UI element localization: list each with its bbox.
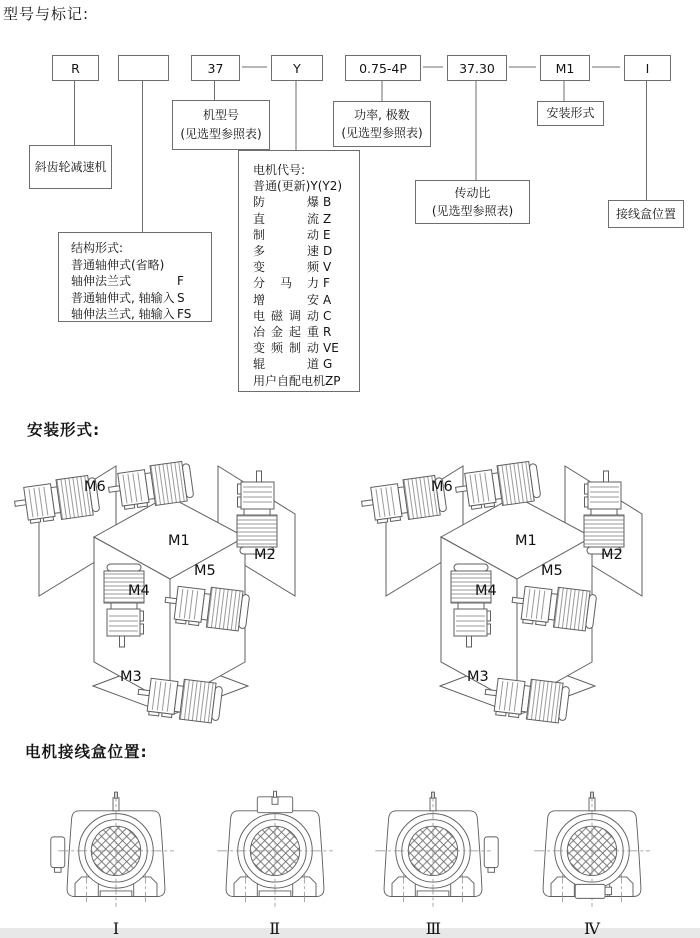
motor-code-row	[253, 243, 353, 259]
structure-row	[71, 257, 201, 274]
structure-row-label: 普通轴伸式, 轴输入	[71, 290, 175, 305]
ratio-line1: 传动比	[454, 186, 491, 200]
motor-code-code: V	[323, 260, 332, 275]
mount-label-m6: M6	[431, 479, 453, 495]
motor-code-row	[253, 194, 353, 210]
structure-row-label: 轴伸法兰式, 轴输入	[71, 307, 175, 321]
structure-row-code	[177, 257, 201, 274]
motor-code-label: 用户自配电机	[253, 373, 326, 388]
roman-numeral-label: Ⅲ	[425, 919, 442, 938]
frame-size-line2: (见选型参照表)	[180, 127, 262, 141]
mount-label-m5: M5	[541, 563, 563, 579]
motor-code-label: 电磁调动	[253, 308, 319, 323]
mount-label-m1: M1	[168, 533, 190, 549]
terminal-box-heading: 电机接线盒位置:	[25, 743, 148, 761]
mount-label-m5: M5	[194, 563, 216, 579]
code-box-power-poles: 0.75-4P	[345, 55, 421, 81]
motor-code-row	[253, 275, 353, 291]
mounting-diagram-art	[355, 449, 695, 741]
terminal-box-variant-4	[524, 786, 660, 938]
code-box-mounting: M1	[540, 55, 590, 81]
motor-code-code: R	[323, 325, 332, 340]
structure-row-label: 轴伸法兰式	[71, 274, 132, 288]
ratio-line2: (见选型参照表)	[431, 204, 514, 218]
terminal-box-variant-2	[207, 786, 343, 938]
code-box-motor-type: Y	[271, 55, 323, 81]
motor-code-row	[253, 356, 353, 372]
page-title: 型号与标记:	[3, 5, 90, 23]
code-box-frame-size: 37	[191, 55, 240, 81]
roman-numeral-label: Ⅱ	[269, 919, 281, 938]
terminal-box-variant-3	[365, 786, 501, 938]
motor-code-label: 多速	[253, 244, 319, 259]
motor-code-code: Z	[323, 211, 332, 226]
label-power-poles	[333, 101, 431, 147]
motor-code-code: Y(Y2)	[310, 179, 343, 194]
motor-code-code: F	[323, 276, 330, 291]
mounting-diagram-flange-version	[355, 449, 695, 741]
motor-code-row	[253, 340, 353, 356]
code-box-terminal: I	[624, 55, 671, 81]
label-terminal-box-position: 接线盒位置	[608, 200, 684, 228]
label-ratio	[415, 180, 530, 224]
motor-code-label: 制动	[253, 227, 319, 242]
motor-front-view	[365, 786, 501, 912]
mounting-forms-heading: 安装形式:	[27, 421, 101, 439]
motor-code-code: E	[323, 227, 331, 242]
mount-label-m6: M6	[84, 479, 106, 495]
structure-row	[71, 290, 201, 307]
structure-row-label: 普通轴伸式(省略)	[71, 257, 165, 272]
motor-code-label: 辊道	[253, 357, 319, 372]
motor-code-row	[253, 292, 353, 308]
motor-code-code: B	[323, 195, 332, 210]
code-box-ratio: 37.30	[447, 55, 507, 81]
motor-code-code: G	[323, 357, 333, 372]
mount-label-m3: M3	[120, 669, 142, 685]
motor-code-row	[253, 373, 353, 389]
roman-numeral-label: Ⅳ	[583, 919, 600, 938]
mounting-diagram-art	[8, 449, 348, 741]
motor-code-code: D	[323, 244, 333, 259]
mount-label-m1: M1	[515, 533, 537, 549]
mount-label-m4: M4	[128, 583, 150, 599]
terminal-box-variant-1	[48, 786, 184, 938]
motor-code-code: A	[323, 292, 332, 307]
mount-label-m4: M4	[475, 583, 497, 599]
label-frame-size	[172, 100, 270, 150]
terminal-box-section	[0, 736, 700, 938]
structure-row-code: FS	[177, 307, 192, 321]
motor-code-label: 增安	[253, 292, 319, 307]
motor-code-label: 分马力	[253, 276, 319, 291]
code-box-structure-series: R	[52, 55, 99, 81]
motor-front-view	[48, 786, 184, 912]
label-mounting-form: 安装形式	[537, 101, 604, 126]
structure-row-code: F	[177, 274, 184, 288]
motor-code-label: 变频制动	[253, 341, 319, 356]
power-line1: 功率, 极数	[354, 108, 410, 122]
mounting-forms-section	[0, 412, 700, 741]
motor-code-code: VE	[323, 341, 339, 356]
model-code-diagram	[0, 0, 700, 420]
mounting-diagrams-row	[0, 449, 700, 741]
motor-code-row	[253, 324, 353, 340]
motor-code-row	[253, 259, 353, 275]
mount-label-m3: M3	[467, 669, 489, 685]
motor-code-box	[238, 150, 360, 392]
structure-title: 结构形式:	[71, 241, 124, 255]
structure-form-box	[58, 232, 212, 322]
structure-row	[71, 273, 201, 290]
mounting-diagram-shaft-version	[8, 449, 348, 741]
terminal-box-row	[48, 786, 660, 938]
motor-code-code: C	[323, 308, 332, 323]
motor-code-label: 冶金起重	[253, 325, 319, 340]
mount-label-m2: M2	[254, 547, 276, 563]
motor-front-view	[207, 786, 343, 912]
power-line2: (见选型参照表)	[341, 126, 423, 140]
motor-code-row	[253, 308, 353, 324]
motor-code-label: 直流	[253, 211, 319, 226]
motor-code-row	[253, 211, 353, 227]
motor-code-label: 防爆	[253, 195, 319, 210]
roman-numeral-label: Ⅰ	[112, 919, 120, 938]
motor-code-code: ZP	[325, 373, 341, 388]
motor-front-view	[524, 786, 660, 912]
structure-row-code: S	[177, 290, 185, 305]
mount-label-m2: M2	[601, 547, 623, 563]
code-box-structure-form	[118, 55, 169, 81]
motor-code-row	[253, 227, 353, 243]
label-helical-gear-reducer: 斜齿轮减速机	[29, 145, 112, 189]
motor-code-label: 变频	[253, 260, 319, 275]
motor-code-title: 电机代号:	[253, 163, 306, 177]
motor-code-label: 普通(更新)	[253, 179, 311, 194]
structure-row	[71, 306, 201, 323]
motor-code-row	[253, 178, 353, 194]
frame-size-line1: 机型号	[202, 108, 239, 122]
